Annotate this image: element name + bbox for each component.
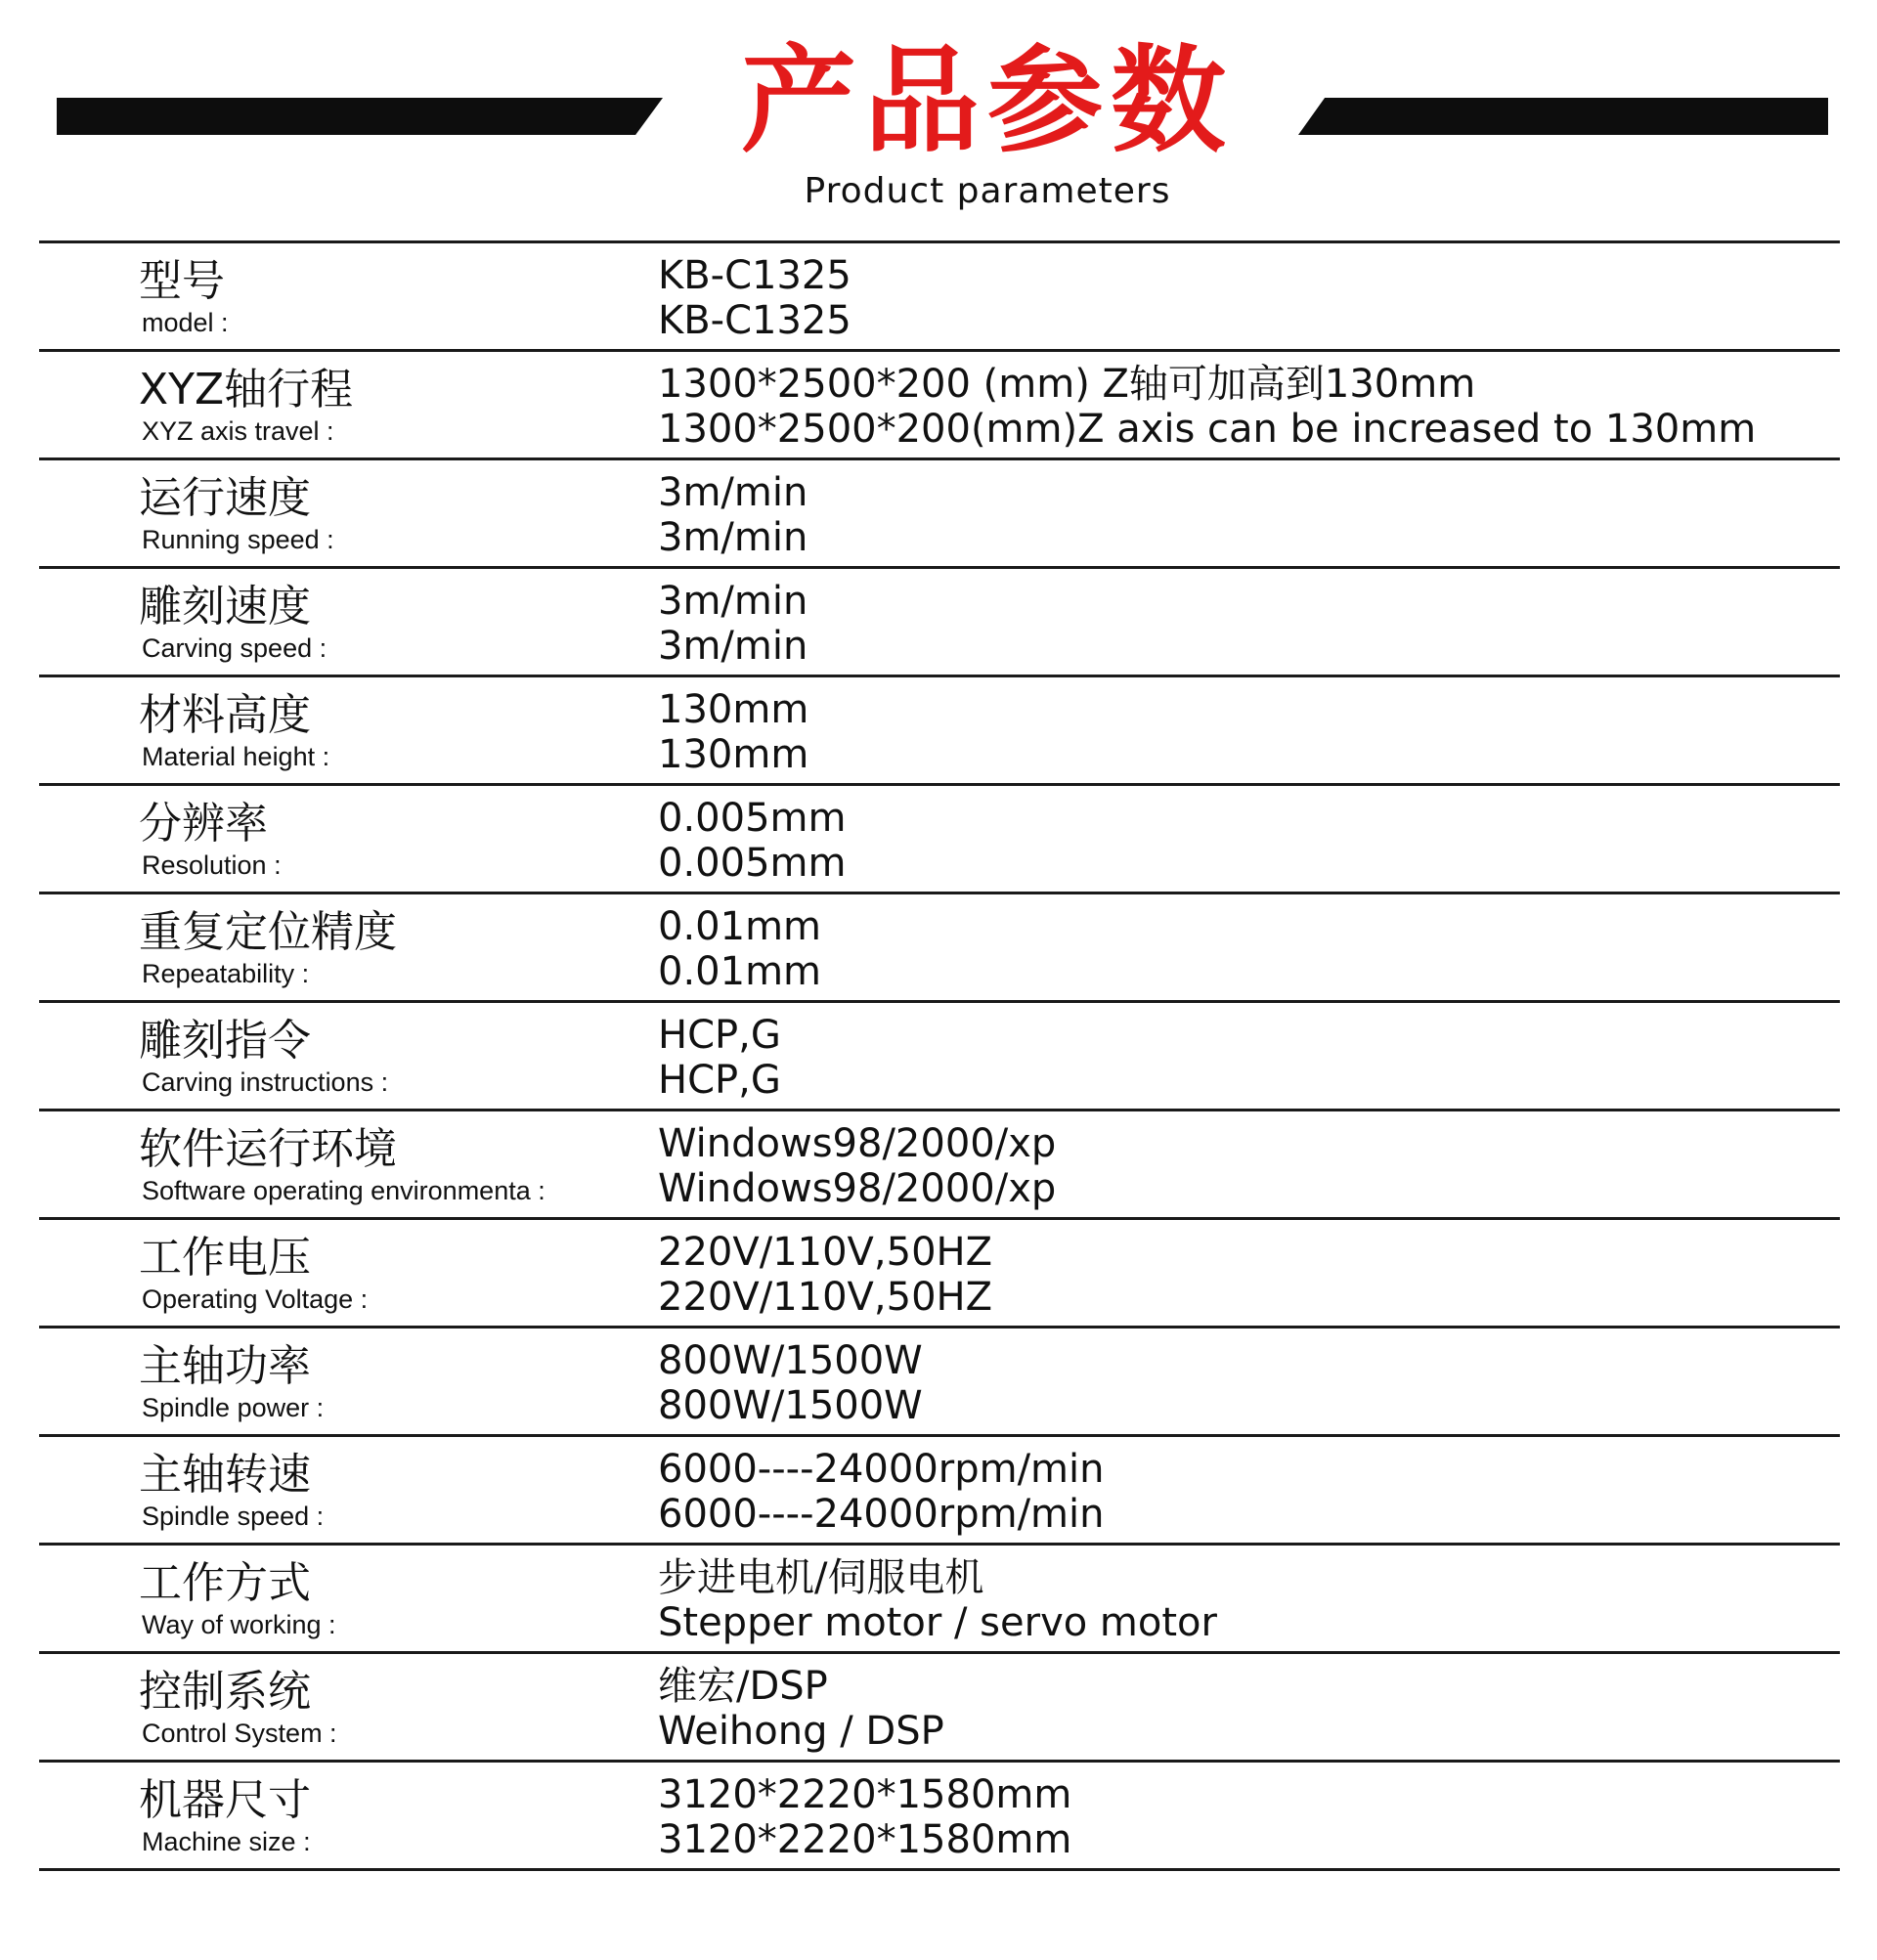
page-title: 产品参数: [740, 33, 1234, 168]
spec-value-secondary: Windows98/2000/xp: [658, 1166, 1057, 1211]
spec-row: [39, 1328, 1840, 1434]
spec-row: [39, 352, 1840, 457]
spec-label-cn: 工作电压: [139, 1233, 311, 1283]
spec-label-cn: 主轴功率: [139, 1341, 311, 1391]
spec-value-secondary: 1300*2500*200(mm)Z axis can be increased to 130mm: [658, 407, 1757, 452]
spec-row: [39, 1003, 1840, 1109]
spec-value-secondary: KB-C1325: [658, 298, 851, 343]
spec-value-primary: 1300*2500*200 (mm) Z轴可加高到130mm: [658, 362, 1476, 407]
spec-row: [39, 1437, 1840, 1543]
spec-row: [39, 243, 1840, 349]
spec-label-cn: 型号: [139, 256, 225, 306]
spec-label-cn: 机器尺寸: [139, 1775, 311, 1825]
row-divider: [39, 1868, 1840, 1871]
spec-label-en: Operating Voltage :: [142, 1285, 369, 1314]
spec-value-secondary: 6000----24000rpm/min: [658, 1492, 1105, 1537]
spec-value-primary: 步进电机/伺服电机: [658, 1555, 984, 1600]
spec-value-secondary: 3m/min: [658, 624, 808, 669]
spec-value-primary: 220V/110V,50HZ: [658, 1230, 992, 1275]
spec-row: [39, 569, 1840, 675]
spec-label-cn: 分辨率: [139, 799, 268, 849]
spec-value-primary: 3120*2220*1580mm: [658, 1772, 1072, 1817]
spec-label-en: Spindle power :: [142, 1393, 325, 1422]
spec-value-secondary: 0.005mm: [658, 841, 847, 886]
spec-label-en: Way of working :: [142, 1610, 336, 1639]
page-header: [0, 0, 1877, 240]
spec-row: [39, 677, 1840, 783]
spec-value-primary: 维宏/DSP: [658, 1664, 828, 1709]
spec-value-secondary: 800W/1500W: [658, 1383, 923, 1428]
spec-label-en: Repeatability :: [142, 959, 310, 988]
spec-label-cn: 雕刻指令: [139, 1016, 311, 1066]
spec-label-cn: 雕刻速度: [139, 582, 311, 632]
header-bar-left: [57, 98, 663, 135]
spec-value-secondary: 220V/110V,50HZ: [658, 1275, 992, 1320]
spec-row: [39, 1546, 1840, 1651]
spec-label-cn: 工作方式: [139, 1558, 311, 1608]
spec-value-primary: 130mm: [658, 687, 809, 732]
spec-row: [39, 786, 1840, 892]
spec-label-en: Carving instructions :: [142, 1067, 389, 1097]
spec-table: [39, 240, 1840, 1871]
spec-value-secondary: 130mm: [658, 732, 809, 777]
spec-value-secondary: Stepper motor / servo motor: [658, 1600, 1217, 1645]
spec-row: [39, 1111, 1840, 1217]
spec-label-en: XYZ axis travel :: [142, 416, 334, 446]
spec-label-en: Spindle speed :: [142, 1502, 325, 1531]
spec-value-primary: 3m/min: [658, 470, 808, 515]
spec-row: [39, 1220, 1840, 1326]
spec-value-secondary: HCP,G: [658, 1058, 781, 1103]
spec-label-cn: 控制系统: [139, 1667, 311, 1717]
spec-label-cn: XYZ轴行程: [139, 365, 354, 414]
spec-value-primary: Windows98/2000/xp: [658, 1121, 1057, 1166]
spec-label-cn: 重复定位精度: [139, 907, 397, 957]
header-bar-right: [1298, 98, 1828, 135]
spec-label-en: Machine size :: [142, 1827, 311, 1856]
spec-label-cn: 主轴转速: [139, 1450, 311, 1500]
spec-label-cn: 材料高度: [139, 690, 311, 740]
spec-value-primary: HCP,G: [658, 1013, 781, 1058]
spec-label-cn: 运行速度: [139, 473, 311, 523]
spec-value-primary: KB-C1325: [658, 253, 851, 298]
spec-label-cn: 软件运行环境: [139, 1124, 397, 1174]
spec-label-en: Carving speed :: [142, 633, 327, 663]
spec-label-en: Material height :: [142, 742, 330, 771]
spec-row: [39, 1654, 1840, 1760]
spec-label-en: Software operating environmenta :: [142, 1176, 546, 1205]
spec-value-primary: 800W/1500W: [658, 1338, 923, 1383]
spec-value-primary: 0.01mm: [658, 904, 821, 949]
spec-value-secondary: 3120*2220*1580mm: [658, 1817, 1072, 1862]
page-subtitle: Product parameters: [804, 171, 1171, 211]
spec-value-secondary: 3m/min: [658, 515, 808, 560]
spec-label-en: model :: [142, 308, 229, 337]
spec-row: [39, 460, 1840, 566]
spec-label-en: Resolution :: [142, 850, 282, 880]
spec-value-primary: 0.005mm: [658, 796, 847, 841]
spec-value-secondary: Weihong / DSP: [658, 1709, 944, 1754]
spec-value-primary: 6000----24000rpm/min: [658, 1447, 1105, 1492]
spec-row: [39, 1763, 1840, 1868]
spec-value-secondary: 0.01mm: [658, 949, 821, 994]
spec-label-en: Running speed :: [142, 525, 334, 554]
spec-label-en: Control System :: [142, 1719, 337, 1748]
spec-row: [39, 894, 1840, 1000]
spec-value-primary: 3m/min: [658, 579, 808, 624]
